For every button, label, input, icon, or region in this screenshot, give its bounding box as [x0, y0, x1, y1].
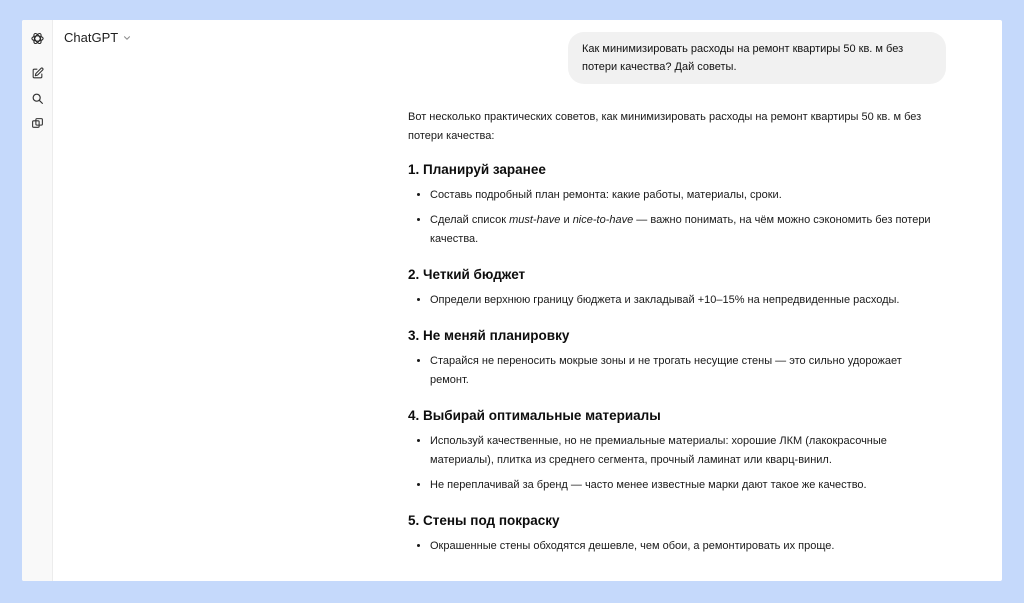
list-item: • Старайся не переносить мокрые зоны и не трогать несущие стены — это сильно удорожает ремонт. [430, 352, 938, 390]
list-item [430, 211, 938, 249]
section-heading: 4. Выбирай оптимальные материалы [408, 408, 661, 423]
list-item-text: и [560, 214, 573, 226]
new-chat-icon[interactable] [27, 63, 47, 83]
list-item-text: — важно понимать, на чём можно сэкономить без потери качества. [430, 214, 931, 245]
list-item: • Определи верхнюю границу бюджета и закладывай +10–15% на непредвиденные расходы. [430, 291, 938, 310]
response-intro: Вот несколько практических советов, как минимизировать расходы на ремонт квартиры 50 кв. м без потери качества: [408, 111, 922, 142]
section-list [408, 291, 938, 310]
model-selector[interactable] [64, 30, 132, 45]
section-list [408, 432, 938, 495]
list-item: • Не переплачивай за бренд — часто менее известные марки дают такое же качество. [430, 476, 938, 495]
section-heading: 3. Не меняй планировку [408, 328, 570, 343]
list-item: • Окрашенные стены обходятся дешевле, чем обои, а ремонтировать их проще. [430, 537, 938, 556]
chatgpt-logo-icon[interactable] [27, 28, 47, 48]
app-window [22, 20, 1002, 581]
list-item-emphasis: nice-to-have [572, 214, 634, 226]
section-heading: 2. Четкий бюджет [408, 267, 526, 282]
library-icon[interactable] [27, 113, 47, 133]
section-list [408, 537, 938, 556]
list-item: • Составь подробный план ремонта: какие работы, материалы, сроки. [430, 186, 938, 205]
list-item-text: Сделай список [430, 214, 510, 226]
user-message-bubble [568, 32, 946, 84]
search-icon[interactable] [27, 88, 47, 108]
model-title: ChatGPT [64, 30, 119, 45]
list-item: • Используй качественные, но не премиальные материалы: хорошие ЛКМ (лакокрасочные материалы), плитка из среднего сегмента, прочный ламинат или кварц-винил. [430, 432, 938, 470]
assistant-response [408, 108, 938, 572]
user-message-text: Как минимизировать расходы на ремонт квартиры 50 кв. м без потери качества? Дай советы. [582, 43, 904, 73]
section-list [408, 186, 938, 249]
chevron-down-icon [122, 33, 132, 43]
list-item-emphasis: must-have [509, 214, 561, 226]
section-heading: 1. Планируй заранее [408, 162, 546, 177]
section-heading: 5. Стены под покраску [408, 513, 560, 528]
sidebar-rail [22, 20, 53, 581]
section-list [408, 352, 938, 390]
